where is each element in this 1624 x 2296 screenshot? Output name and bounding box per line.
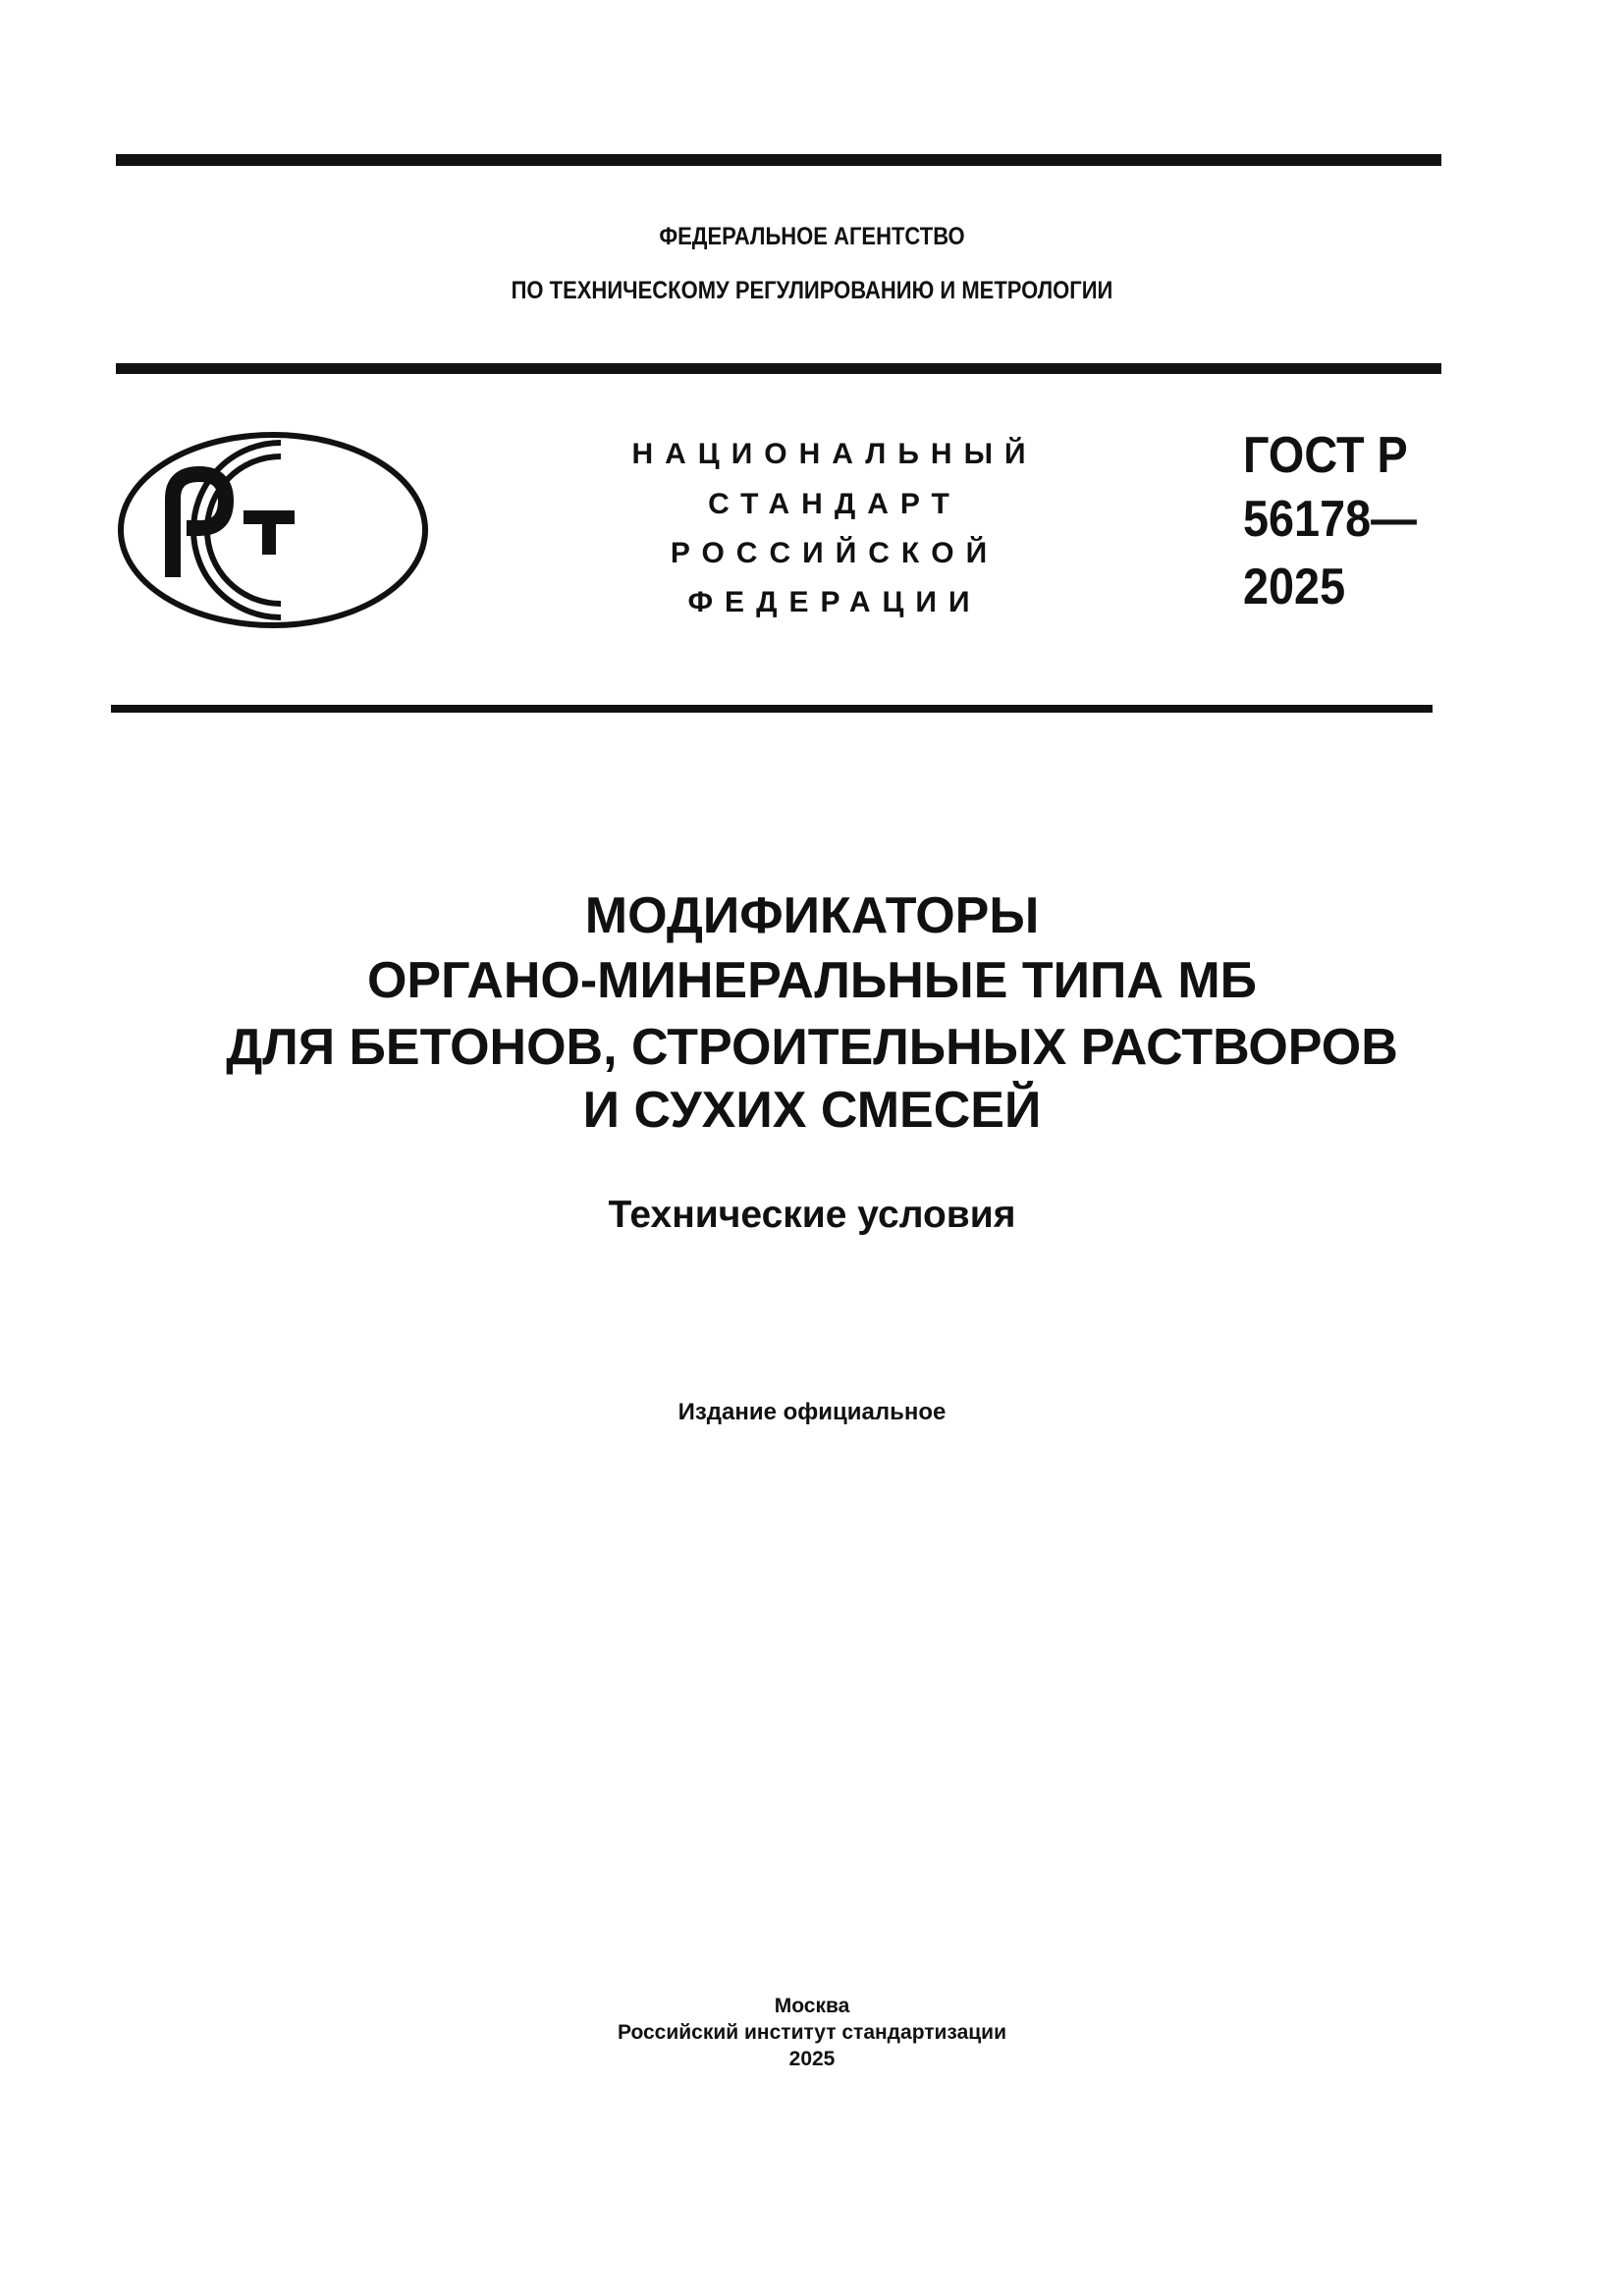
header-rule xyxy=(116,363,1441,374)
agency-line-1: ФЕДЕРАЛЬНОЕ АГЕНТСТВО xyxy=(659,223,965,250)
rst-logo xyxy=(116,430,432,631)
standard-type-line-1: НАЦИОНАЛЬНЫЙ xyxy=(631,438,1038,470)
subtitle: Технические условия xyxy=(608,1194,1016,1236)
designation-line-2: 56178— xyxy=(1243,491,1417,548)
agency-line-2: ПО ТЕХНИЧЕСКОМУ РЕГУЛИРОВАНИЮ И МЕТРОЛОГИИ xyxy=(511,277,1113,304)
title-line-1: МОДИФИКАТОРЫ xyxy=(584,887,1040,944)
publisher-city: Москва xyxy=(774,1995,850,2017)
title-line-3: ДЛЯ БЕТОНОВ, СТРОИТЕЛЬНЫХ РАСТВОРОВ xyxy=(226,1019,1398,1076)
designation-line-1: ГОСТ Р xyxy=(1243,427,1408,484)
standard-type-line-3: РОССИЙСКОЙ xyxy=(670,537,1000,569)
designation-line-3: 2025 xyxy=(1243,559,1346,615)
title-line-2: ОРГАНО-МИНЕРАЛЬНЫЕ ТИПА МБ xyxy=(366,952,1258,1009)
publisher-name: Российский институт стандартизации xyxy=(617,2021,1007,2044)
standard-type-line-2: СТАНДАРТ xyxy=(708,488,961,520)
title-line-4: И СУХИХ СМЕСЕЙ xyxy=(582,1082,1042,1139)
standard-type-line-4: ФЕДЕРАЦИИ xyxy=(687,586,982,618)
top-rule xyxy=(116,154,1441,166)
edition-label: Издание официальное xyxy=(677,1399,947,1425)
section-rule xyxy=(111,705,1433,713)
publication-year: 2025 xyxy=(788,2048,836,2070)
